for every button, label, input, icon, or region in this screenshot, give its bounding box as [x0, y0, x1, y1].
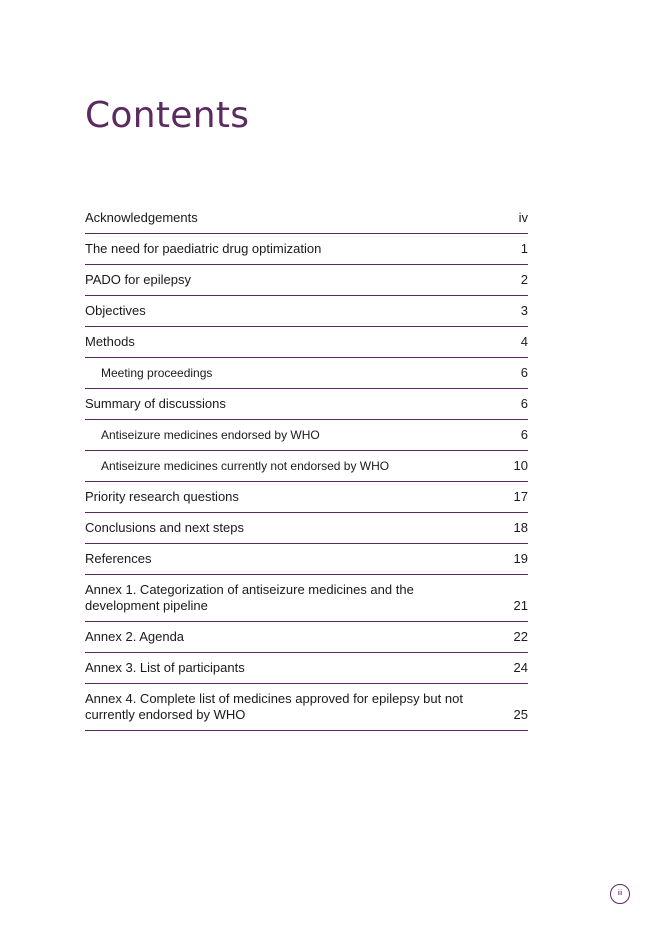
toc-entry-methods[interactable] [85, 327, 528, 358]
toc-entry-need-for-optimization[interactable] [85, 234, 528, 265]
toc-entry-research-questions[interactable] [85, 482, 528, 513]
toc-entry-page: 6 [520, 427, 528, 442]
toc-entry-pado-epilepsy[interactable] [85, 265, 528, 296]
toc-entry-page: 2 [520, 272, 528, 287]
toc-entry-label: The need for paediatric drug optimization [85, 241, 322, 256]
toc-entry-annex-2[interactable] [85, 622, 528, 653]
toc-entry-page: 10 [513, 458, 528, 473]
toc-entry-page: 1 [520, 241, 528, 256]
toc-entry-objectives[interactable] [85, 296, 528, 327]
toc-entry-label: PADO for epilepsy [85, 272, 191, 287]
toc-entry-page: 22 [513, 629, 528, 644]
toc-entry-label: Acknowledgements [85, 210, 198, 225]
toc-entry-summary-discussions[interactable] [85, 389, 528, 420]
toc-entry-label: Annex 4. Complete list of medicines approved for epilepsy but not currently endorsed by WHO [85, 691, 463, 722]
toc-entry-label: Priority research questions [85, 489, 239, 504]
toc-entry-page: 6 [520, 396, 528, 411]
toc-entry-label: Objectives [85, 303, 146, 318]
toc-entry-acknowledgements[interactable] [85, 203, 528, 234]
toc-entry-label: Summary of discussions [85, 396, 226, 411]
toc-entry-annex-3[interactable] [85, 653, 528, 684]
toc-entry-label: Annex 1. Categorization of antiseizure medicines and the development pipeline [85, 582, 414, 613]
toc-entry-label: Meeting proceedings [101, 366, 213, 380]
toc-entry-endorsed-medicines[interactable] [85, 420, 528, 451]
toc-entry-not-endorsed-medicines[interactable] [85, 451, 528, 482]
toc-entry-annex-4[interactable] [85, 684, 528, 731]
toc-entry-page: 25 [513, 707, 528, 722]
toc-entry-label: Annex 3. List of participants [85, 660, 245, 675]
table-of-contents [85, 203, 528, 731]
page-title: Contents [85, 95, 250, 136]
toc-entry-references[interactable] [85, 544, 528, 575]
toc-entry-page: 18 [513, 520, 528, 535]
toc-entry-page: 19 [513, 551, 528, 566]
toc-entry-label: Conclusions and next steps [85, 520, 244, 535]
toc-entry-page: 4 [520, 334, 528, 349]
page-number-badge: iii [610, 884, 630, 904]
toc-entry-page: 21 [513, 598, 528, 613]
toc-entry-conclusions[interactable] [85, 513, 528, 544]
toc-entry-label: Antiseizure medicines currently not endorsed by WHO [101, 459, 390, 473]
toc-entry-page: 6 [520, 365, 528, 380]
toc-entry-label: References [85, 551, 152, 566]
toc-entry-label: Annex 2. Agenda [85, 629, 185, 644]
toc-entry-page: 3 [520, 303, 528, 318]
toc-entry-page: 17 [513, 489, 528, 504]
toc-entry-meeting-proceedings[interactable] [85, 358, 528, 389]
toc-entry-label: Methods [85, 334, 135, 349]
toc-entry-page: iv [518, 210, 528, 225]
toc-entry-page: 24 [513, 660, 528, 675]
toc-entry-label: Antiseizure medicines endorsed by WHO [101, 428, 320, 442]
toc-entry-annex-1[interactable] [85, 575, 528, 622]
